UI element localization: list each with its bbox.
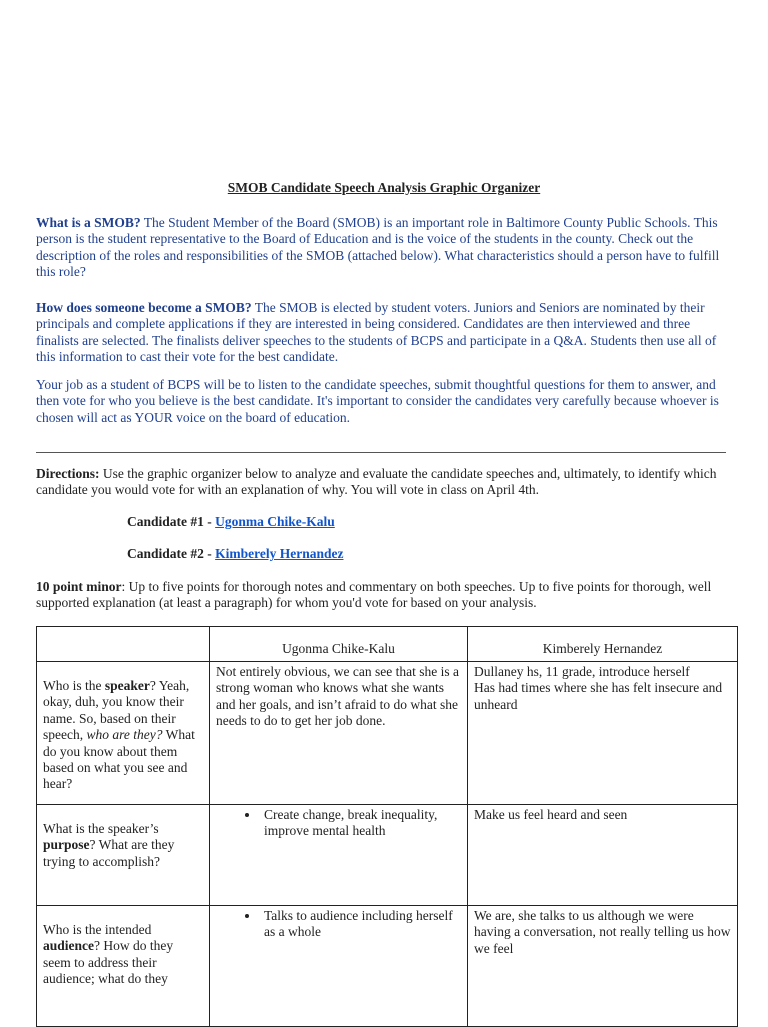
question-keyword: audience: [43, 938, 95, 954]
question-purpose: [37, 805, 210, 906]
answer-line: Dullaney hs, 11 grade, introduce herself: [474, 664, 690, 679]
graphic-organizer-table: [36, 626, 738, 1027]
grading-note-text: : Up to five points for thorough notes and commentary on both speeches. Up to five points for thorough, well supported explanation (at least a paragraph) for whom you'd vote for based on your analysis.: [36, 579, 712, 611]
intro-how-become-smob-heading: How does someone become a SMOB?: [36, 300, 252, 315]
question-audience: [37, 906, 210, 1027]
table-row-speaker: [37, 662, 738, 805]
answer-candidate-1-audience[interactable]: [210, 906, 468, 1027]
question-text: ? What are they trying to accomplish?: [43, 837, 175, 869]
question-speaker: [37, 662, 210, 805]
answer-candidate-2-speaker[interactable]: [468, 662, 738, 805]
intro-what-is-smob-heading: What is a SMOB?: [36, 215, 141, 230]
grading-note-heading: 10 point minor: [36, 579, 122, 594]
answer-candidate-2-purpose[interactable]: Make us feel heard and seen: [468, 805, 738, 906]
grading-note: [36, 579, 736, 612]
answer-candidate-1-speaker[interactable]: Not entirely obvious, we can see that she is a strong woman who knows what she wants and her goals, and isn’t afraid to do what she needs to do to get her job done.: [210, 662, 468, 805]
question-text: Who is the: [43, 678, 105, 693]
header-candidate-1: Ugonma Chike-Kalu: [210, 627, 468, 662]
candidate-2-label: Candidate #2 -: [127, 546, 216, 561]
question-keyword: purpose: [43, 837, 90, 853]
bullet-item: • Talks to audience including herself as a whole: [260, 908, 461, 941]
question-keyword: speaker: [104, 678, 150, 693]
intro-what-is-smob-text: The Student Member of the Board (SMOB) is an important role in Baltimore County Public Schools. This person is the student representative to the Board of Education and is the voice of the students in the county. Check out the description of the roles and responsibilities of the SMOB (attached below). What characteristics should a person have to fulfill this role?: [36, 215, 720, 280]
directions: [36, 466, 736, 499]
candidate-1-label: Candidate #1 -: [127, 514, 216, 529]
table-row-audience: [37, 906, 738, 1027]
candidate-1-link[interactable]: Ugonma Chike-Kalu: [215, 514, 335, 529]
question-text: ? How do they seem to address their audience; what do they: [43, 938, 174, 987]
directions-heading: Directions:: [36, 466, 100, 481]
question-text: ? Yeah, okay, duh, you know their name. So, based on their speech,: [43, 678, 190, 743]
answer-line: Has had times where she has felt insecure and unheard: [474, 680, 723, 712]
directions-text: Use the graphic organizer below to analyze and evaluate the candidate speeches and, ultimately, to identify which candidate you would vote for with an explanation of why. You will vote in class on April 4th.: [36, 466, 717, 498]
bullet-list: [216, 908, 461, 941]
bullet-item: • Create change, break inequality, improve mental health: [260, 807, 461, 840]
question-text: Who is the intended: [43, 922, 152, 937]
section-divider: [36, 452, 726, 453]
question-emphasis: who are they?: [86, 727, 163, 743]
header-candidate-2: Kimberely Hernandez: [468, 627, 738, 662]
table-row-purpose: [37, 805, 738, 906]
intro-your-job: Your job as a student of BCPS will be to listen to the candidate speeches, submit thoughtful questions for them to answer, and then vote for who you believe is the best candidate. It's important to consider the candidates very carefully because whoever is chosen will act as YOUR voice on the board of education.: [36, 377, 719, 425]
intro-how-become-smob-text: The SMOB is elected by student voters. Juniors and Seniors are nominated by their principals and complete applications if they are interested in being considered. Candidates are then interviewed and three finalists are selected. The finalists deliver speeches to the students of BCPS and participate in a Q&A. Students then use all of this information to cast their vote for the best candidate.: [36, 300, 717, 365]
bullet-list: [216, 807, 461, 840]
page-title: SMOB Candidate Speech Analysis Graphic Organizer: [227, 180, 541, 195]
intro-how-become-smob: [36, 300, 736, 366]
header-empty: [37, 627, 210, 662]
candidate-2: [127, 546, 344, 562]
intro-what-is-smob: [36, 215, 736, 281]
candidate-2-link[interactable]: Kimberely Hernandez: [215, 546, 344, 561]
table-header-row: [37, 627, 738, 662]
question-text: What do you know about them based on what you see and hear?: [43, 727, 195, 792]
candidate-1: [127, 514, 335, 530]
question-text: What is the speaker’s: [43, 821, 159, 836]
answer-candidate-2-audience[interactable]: We are, she talks to us although we were having a conversation, not really telling us how we feel: [468, 906, 738, 1027]
answer-candidate-1-purpose[interactable]: [210, 805, 468, 906]
